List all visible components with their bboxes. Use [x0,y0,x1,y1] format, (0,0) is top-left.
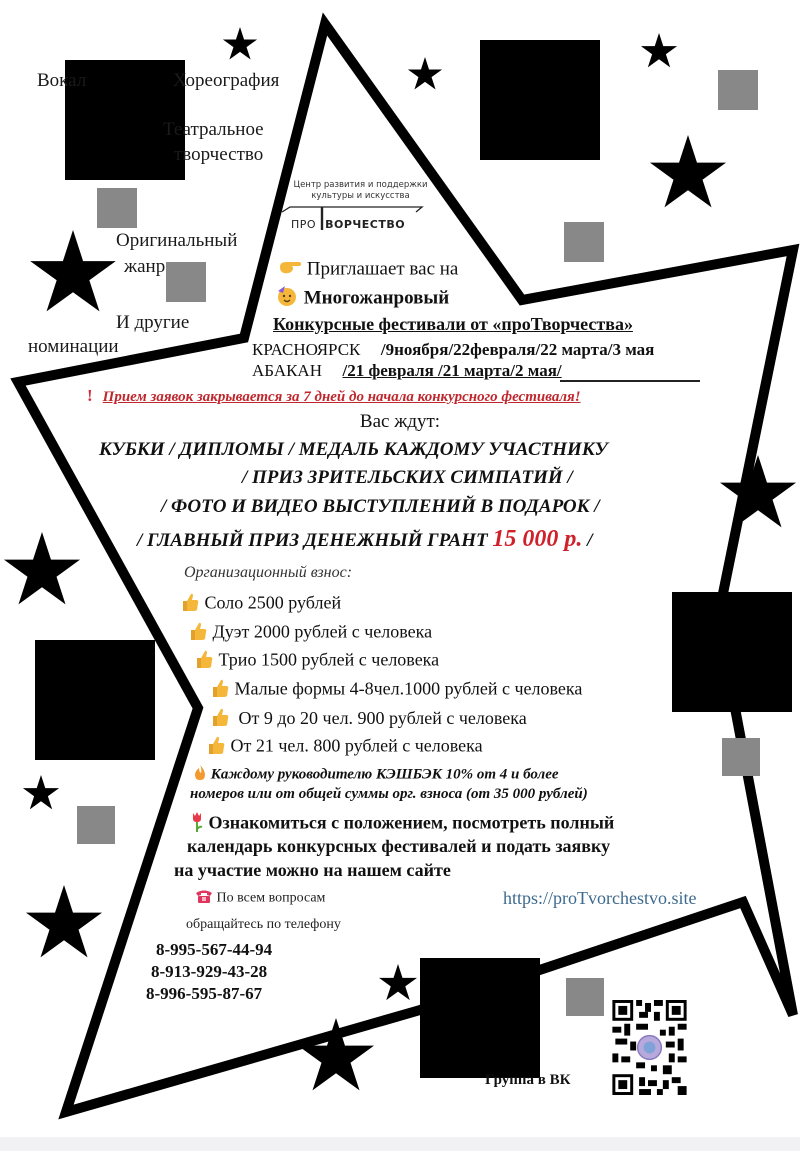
awards-line-1: КУБКИ / ДИПЛОМЫ / МЕДАЛЬ КАЖДОМУ УЧАСТНИКУ [99,439,608,460]
awards-line-2: / ПРИЗ ЗРИТЕЛЬСКИХ СИМПАТИЙ / [242,467,573,488]
fee-item: От 21 чел. 800 рублей с человека [208,735,483,760]
contacts-line2: обращайтесь по телефону [186,917,341,932]
schedule-dates: /21 февраля /21 марта/2 мая/ [342,361,562,380]
thumbs-up-icon [212,678,230,703]
fee-item: Дуэт 2000 рублей с человека [190,621,432,646]
schedule-row-krasnoyarsk [252,340,654,360]
grant-amount: 15 000 р. [492,526,583,552]
website-link[interactable]: https://proTvorchestvo.site [503,888,697,908]
exclamation-icon: ! [87,386,93,405]
qr-code-icon[interactable] [612,1000,687,1095]
schedule-row-abakan [252,361,562,381]
deadline-notice: ! Прием заявок закрывается за 7 дней до начала конкурсного фестиваля! [87,386,581,405]
awards-line-4: / ГЛАВНЫЙ ПРИЗ ДЕНЕЖНЫЙ ГРАНТ 15 000 р. / [137,526,593,552]
pointing-hand-icon [278,258,302,282]
category-other-line2: номинации [28,336,119,357]
phone-number[interactable]: 8-996-595-87-67 [146,984,263,1003]
thumbs-up-icon [208,735,226,760]
logo-tagline-line1: Центр развития и поддержки [293,180,428,190]
tulip-icon [190,811,204,838]
thumbs-up-icon [212,707,230,732]
telephone-icon [195,888,213,909]
category-theatre-line1: Театральное [163,119,264,140]
fee-item: От 9 до 20 чел. 900 рублей с человека [212,707,527,732]
organization-logo [278,180,428,236]
festival-title: Конкурсные фестивали от «проТворчества» [273,314,633,334]
schedule-underline [560,380,700,382]
thumbs-up-icon [182,592,200,617]
fee-item: Трио 1500 рублей с человека [196,649,439,674]
party-face-icon [275,285,299,313]
awards-line-3: / ФОТО И ВИДЕО ВЫСТУПЛЕНИЙ В ПОДАРОК / [161,496,600,517]
cashback-line1: Каждому руководителю КЭШБЭК 10% от 4 и более [193,764,559,786]
vk-group-label: Группа в ВК [485,1072,571,1088]
fee-item: Соло 2500 рублей [182,592,341,617]
footer-bar [0,1137,800,1151]
logo-tagline-line2: культуры и искусства [311,191,410,201]
logo-name: ВОРЧЕСТВО [325,218,406,231]
info-line2: календарь конкурсных фестивалей и подать заявку [187,836,611,856]
schedule-city: АБАКАН [252,361,322,380]
category-vocal: Вокал [37,70,87,91]
category-other-line1: И другие [116,312,190,333]
category-original-line1: Оригинальный [116,230,238,251]
phone-number[interactable]: 8-995-567-44-94 [156,940,273,959]
phone-number[interactable]: 8-913-929-43-28 [151,962,268,981]
fees-heading: Организационный взнос: [184,564,353,581]
info-line3: на участие можно на нашем сайте [174,860,451,880]
category-choreography: Хореография [173,70,280,91]
invite-line: Приглашает вас на [278,258,458,282]
logo-prefix: ПРО [291,218,317,231]
schedule-city: КРАСНОЯРСК [252,340,361,359]
awards-heading: Вас ждут: [359,411,441,432]
multi-genre-line: Многожанровый [275,285,449,313]
category-original-line2: жанр [124,256,166,277]
info-line1: Ознакомиться с положением, посмотреть полный [190,811,614,838]
cashback-line2: номеров или от общей суммы орг. взноса (от 35 000 рублей) [190,786,588,802]
fire-icon [193,764,207,786]
thumbs-up-icon [196,649,214,674]
contacts-line1: По всем вопросам [195,888,325,909]
category-theatre-line2: творчество [174,144,264,165]
schedule-dates: /9ноября/22февраля/22 марта/3 мая [380,340,655,359]
thumbs-up-icon [190,621,208,646]
fee-item: Малые формы 4-8чел.1000 рублей с человека [212,678,582,703]
